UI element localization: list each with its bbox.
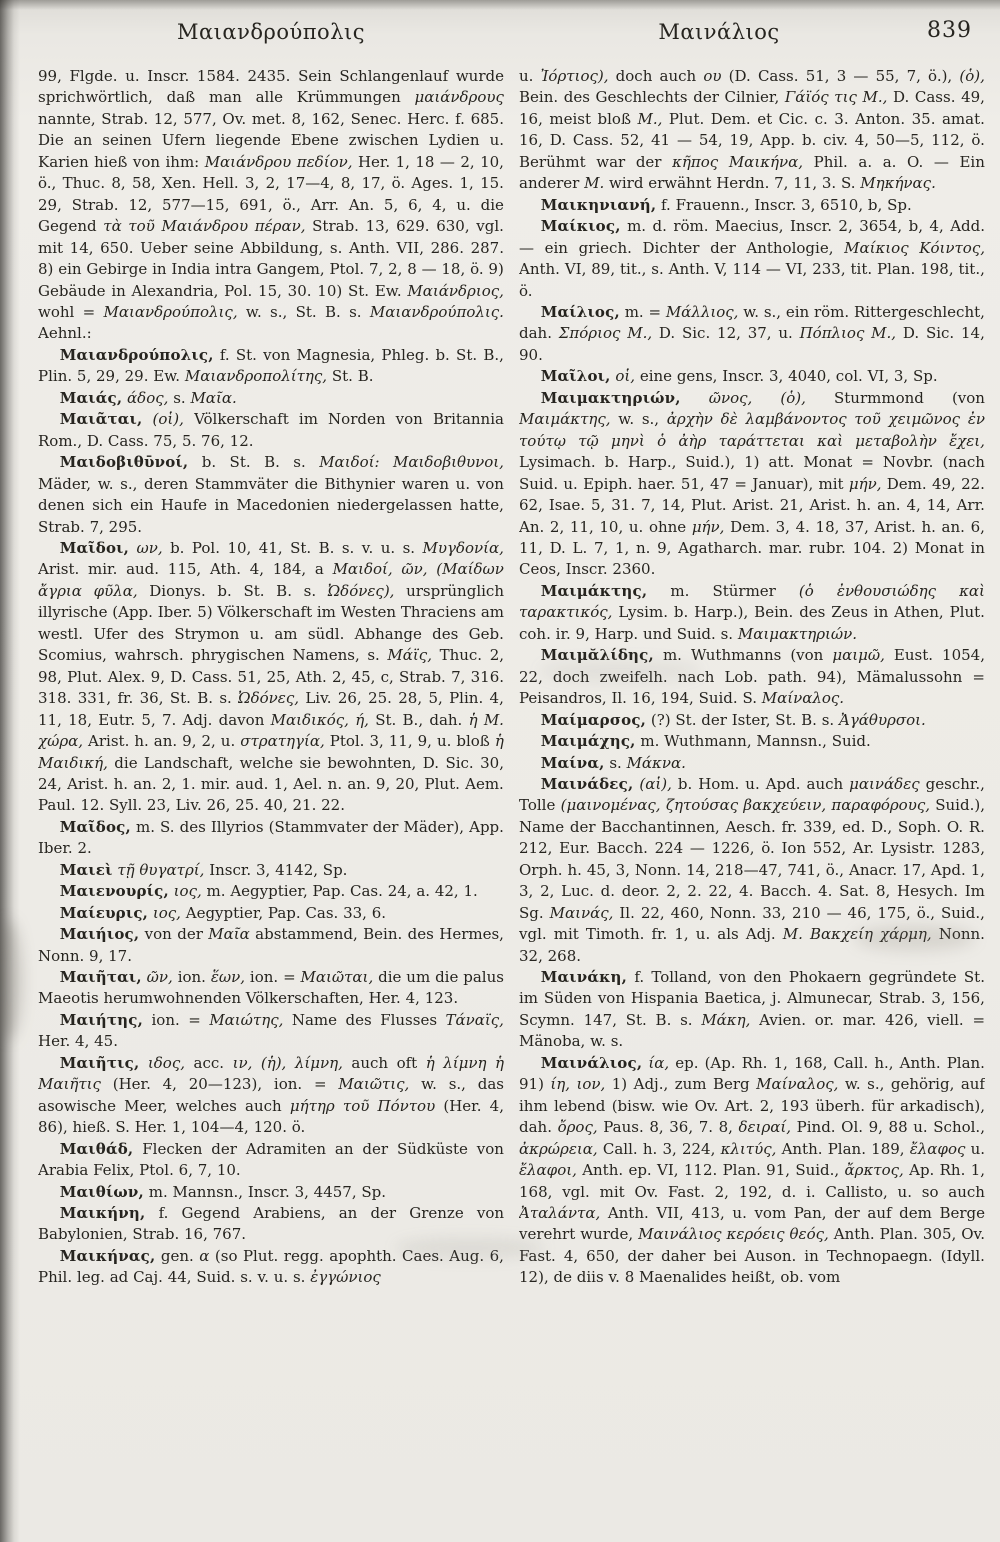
greek-word: πέραν, bbox=[254, 217, 306, 236]
entry-lemma: Μαῖδοι, bbox=[59, 538, 130, 557]
greek-word: Μαινάς, bbox=[549, 903, 614, 922]
greek-word: Τάναϊς, bbox=[445, 1010, 504, 1029]
lexicon-entry: Μαιεὶ τῇ θυγατρί, Inscr. 3, 4142, Sp. bbox=[59, 860, 348, 879]
greek-word: (μαινομένας, bbox=[560, 796, 661, 815]
lexicon-entry: Μαινάλιος, ία, ep. (Ap. Rh. 1, 168, Call. h., Anth. Plan. 91) ίη, ιον, 1) Adj., zum Berg Μαίναλος, w. s., gehörig, auf ihm lebend (bisw. wie Ov. Art. 2, 193 überh. für arkadisch), dah. ὄρος, Paus. 8, 36, 7. 8, δειραί, Pind. Ol. 9, 88 u. Schol., ἀκρώρεια, Call. h. 3, 224, κλιτύς, Anth. Plan. 189, ἔλαφος u. ἔλαφοι, Anth. ep. VI, 112. Plan. 91, Suid., ἄρκτος, Ap. Rh. 1, 168, vgl. mit Ov. Fast. 2, 192, d. i. Callisto, u. so auch Ἀταλάντα, Anth. VII, 413, u. vom Pan, der auf dem Berge verehrt wurde, Μαινάλιος κερόεις θεός, Anth. Plan. 305, Ov. Fast. 4, 650, der daher bei Auson. in Technopaegn. (Idyll. 12), de diis v. 8 Maenalides heißt, ob. vom bbox=[519, 1053, 985, 1287]
greek-word: δειραί, bbox=[738, 1118, 792, 1137]
greek-word: Ἰόρτιος), bbox=[540, 67, 609, 85]
greek-word: Μ., bbox=[627, 324, 653, 343]
greek-word: Μαιώτης, bbox=[209, 1010, 284, 1029]
greek-word: τούτῳ bbox=[519, 431, 566, 450]
greek-word: ῶν, bbox=[401, 560, 428, 579]
greek-word: Μάκη, bbox=[701, 1010, 751, 1029]
greek-word: ων, bbox=[136, 538, 163, 557]
greek-word: Μαιδοί: bbox=[319, 453, 380, 472]
greek-word: Μάλλιος, bbox=[665, 302, 739, 321]
greek-word: ἐν bbox=[967, 410, 985, 429]
greek-word: ιος, bbox=[152, 903, 181, 922]
entry-lemma: Μαικήνη, bbox=[59, 1204, 146, 1223]
greek-word: ἐγγώνιος bbox=[310, 1268, 381, 1287]
entry-lemma: Μαιᾶται, bbox=[59, 410, 143, 429]
greek-word: τις bbox=[834, 88, 857, 107]
greek-word: ἔλαφοι, bbox=[519, 1161, 577, 1180]
greek-word: Μαιμακτηριών. bbox=[737, 624, 858, 643]
entry-lemma: Μαινάλιος, bbox=[540, 1053, 643, 1072]
entry-lemma: Μαιήιος, bbox=[59, 925, 140, 944]
greek-word: (ὁ), bbox=[780, 388, 806, 407]
lexicon-entry: Μαινάδες, (αἱ), b. Hom. u. Apd. auch μαινάδες geschr., Tolle (μαινομένας, ζητούσας βακχεύειν, παραφόρους, Suid.), Name der Bacchantinnen, Aesch. fr. 339, ed. D., Soph. O. R. 212, Eur. Bacch. 224 — 1226, ö. Ion 552, Ar. Lysistr. 1283, Orph. h. 45, 3, Nonn. 14, 218—47, 741, ö., Anacr. 17, Apd. 1, 3, 2, Luc. d. deor. 2, 2. 22, 4. Bacch. 4. Sat. 8, Hesych. Im Sg. Μαινάς, Il. 22, 460, Nonn. 33, 210 — 46, 175, ö., Suid., vgl. mit Timoth. fr. 1, u. als Adj. Μ. Βακχείη χάρμη, Nonn. 32, 268. bbox=[519, 774, 985, 965]
lexicon-entry: Μαιήτης, ion. = Μαιώτης, Name des Flusses Τάναϊς, Her. 4, 45. bbox=[38, 1010, 504, 1051]
greek-word: Μαιδική, bbox=[38, 753, 108, 772]
lexicon-entry-continuation: 99, Flgde. u. Inscr. 1584. 2435. Sein Schlangenlauf wurde sprichwörtlich, daß man alle Krümmungen μαιάνδρους nannte, Strab. 12, 577, Ov. met. 8, 162, Senec. Herc. f. 685. Die an seinen Ufern liegende Ebene zwischen Lydien u. Karien hieß von ihm: Μαιάνδρου πεδίον, Her. 1, 18 — 2, 10, ö., Thuc. 8, 58, Xen. Hell. 3, 2, 17—4, 8, 17, ö. Ages. 1, 15. 29, Strab. 12, 577—15, 691, ö., Arr. An. 5, 6, 4, u. die Gegend τὰ τοῦ Μαιάνδρου πέραν, Strab. 13, 629. 630, vgl. mit 14, 650. Ueber seine Abbildung, s. Anth. VII, 286. 287. 8) ein Gebirge in India intra Gangem, Ptol. 7, 2, 8 — 18, ö. 9) Gebäude in Alexandria, Pol. 15, 30. 10) St. Ew. Μαιάνδριος, wohl = Μαιανδρούπολις, w. s., St. B. s. Μαιανδρούπολις. Aehnl.: bbox=[38, 67, 504, 343]
lexicon-entry: Μαίλιος, m. = Μάλλιος, w. s., ein röm. Rittergeschlecht, dah. Σπόριος Μ., D. Sic. 12, 37, u. Πόπλιος Μ., D. Sic. 14, 90. bbox=[519, 302, 985, 364]
greek-word: ἀκρώρεια, bbox=[519, 1139, 598, 1158]
entry-lemma: Μαίμαρσος, bbox=[540, 710, 647, 729]
lexicon-entry: Μαινάκη, f. Tolland, von den Phokaern gegründete St. im Süden von Hispania Baetica, j. Almunecar, Strab. 3, 156, Scymn. 147, St. B. s. Μάκη, Avien. or. mar. 426, viell. = Mänoba, w. s. bbox=[519, 968, 985, 1051]
greek-word: Ὠδόνες), bbox=[327, 581, 395, 600]
greek-word: οἱ, bbox=[615, 367, 636, 386]
greek-word: ἕων, bbox=[210, 968, 246, 987]
greek-word: Μαιδικός, bbox=[270, 710, 349, 729]
greek-word: ιδος, bbox=[147, 1053, 186, 1072]
entry-lemma: Μαίευρις, bbox=[59, 903, 149, 922]
lexicon-entry: Μαίνα, s. Μάκνα. bbox=[540, 753, 686, 772]
greek-word: ἀρχὴν bbox=[666, 410, 713, 429]
greek-word: ἡ bbox=[425, 1053, 435, 1072]
greek-word: Μαίναλος, bbox=[756, 1075, 839, 1094]
greek-word: λίμνη bbox=[443, 1053, 487, 1072]
greek-word: ία, bbox=[648, 1053, 670, 1072]
greek-word: μήν, bbox=[691, 517, 725, 536]
greek-word: Βακχείη bbox=[809, 925, 873, 944]
greek-word: (αἱ), bbox=[639, 774, 672, 793]
lexicon-entry: Μαιθάδ, Flecken der Adramiten an der Südküste von Arabia Felix, Ptol. 6, 7, 10. bbox=[38, 1139, 504, 1180]
column-right bbox=[519, 66, 985, 1526]
greek-word: χάρμη, bbox=[880, 925, 932, 944]
lexicon-entry: Μαιενουρίς, ιος, m. Aegyptier, Pap. Cas. 24, a. 42, 1. bbox=[59, 882, 478, 901]
greek-word: ζητούσας bbox=[665, 796, 739, 815]
greek-word: Μαῖα. bbox=[190, 388, 237, 407]
greek-word: ἡ bbox=[494, 732, 504, 751]
lexicon-entry: Μαίκιος, m. d. röm. Maecius, Inscr. 2, 3654, b, 4, Add. — ein griech. Dichter der Anthologie, Μαίκιος Κόιντος, Anth. VI, 89, tit., s. Anth. V, 114 — VI, 233, tit. Plan. 198, tit., ö. bbox=[519, 217, 985, 300]
greek-word: ή, bbox=[355, 710, 369, 729]
entry-lemma: Μαιῆται, bbox=[59, 968, 142, 987]
greek-word: Μ. bbox=[584, 174, 605, 193]
greek-word: καὶ bbox=[817, 431, 844, 450]
scan-gutter-shadow bbox=[0, 0, 20, 1542]
greek-word: Μαιανδροπολίτης, bbox=[184, 367, 328, 386]
greek-word: μαινάδες bbox=[849, 774, 920, 793]
entry-lemma: Μαινάκη, bbox=[540, 968, 628, 987]
entry-lemma: Μαικήνας, bbox=[59, 1246, 156, 1265]
greek-word: τοῦ bbox=[854, 410, 881, 429]
greek-word: (ὁ bbox=[798, 581, 814, 600]
lexicon-entry: Μαιμακτηριών, ῶνος, (ὁ), Sturmmond (von Μαιμάκτης, w. s., ἀρχὴν δὲ λαμβάνοντος τοῦ χειμῶνος ἐν τούτῳ τῷ μηνὶ ὁ ἀὴρ ταράττεται καὶ μεταβολὴν ἔχει, Lysimach. b. Harp., Suid.), 1) att. Monat = Novbr. (nach Suid. u. Epiph. haer. 51, 47 = Januar), mit μήν, Dem. 49, 22. 62, Isae. 5, 31. 7, 14, Plut. Arist. 21, Arist. h. an. 4, 14, Arr. An. 2, 11, 10, u. ohne μήν, Dem. 3, 4. 18, 37, Arist. h. an. 6, 11, D. L. 7, 1, n. 9, Agatharch. mar. rubr. 104. 2) Monat in Ceos, Inscr. 2360. bbox=[519, 388, 985, 579]
greek-word: μήν, bbox=[848, 474, 882, 493]
greek-word: φῦλα, bbox=[93, 581, 138, 600]
scan-top-shadow bbox=[0, 0, 1000, 10]
entry-lemma: Μαιμακτηριών, bbox=[540, 388, 681, 407]
entry-lemma: Μαιθάδ, bbox=[59, 1139, 134, 1158]
greek-word: (ὁ), bbox=[959, 67, 985, 85]
greek-word: ῶν, bbox=[146, 968, 173, 987]
lexicon-entry: Μαιμᾰλίδης, m. Wuthmanns (von μαιμῶ, Eust. 1054, 22, doch zweifelh. nach Lob. path. 94), Mämalussohn = Peisandros, Il. 16, 194, Suid. S. Μαίναλος. bbox=[519, 646, 985, 708]
greek-word: Μαιάνδριος, bbox=[407, 281, 504, 300]
greek-word: (ἡ), bbox=[260, 1053, 287, 1072]
greek-word: ῶνος, bbox=[708, 388, 753, 407]
greek-word: ἄγρια bbox=[38, 581, 82, 600]
greek-word: δὲ bbox=[720, 410, 738, 429]
entry-lemma: Μαίκιος, bbox=[540, 217, 621, 236]
lexicon-entry: Μαῖδοι, ων, b. Pol. 10, 41, St. B. s. v. u. s. Μυγδονία, Arist. mir. aud. 115, Ath. 4, 184, a Μαιδοί, ῶν, (Μαίδων ἄγρια φῦλα, Dionys. b. St. B. s. Ὠδόνες), ursprünglich illyrische (App. Iber. 5) Völkerschaft im Westen Thraciens am westl. Ufer des Strymon u. am südl. Abhange des Geb. Scomius, wahrsch. phrygischen Namens, s. Μάϊς, Thuc. 2, 98, Plut. Alex. 9, D. Cass. 51, 25, Ath. 2, 45, c, Strab. 7, 316. 318. 331, fr. 36, St. B. s. Ὠδόνες, Liv. 26, 25. 28, 5, Plin. 4, 11, 18, Eutr. 5, 7. Adj. davon Μαιδικός, ή, St. B., dah. ἡ Μ. χώρα, Arist. h. an. 9, 2, u. στρατηγία, Ptol. 3, 11, 9, u. bloß ἡ Μαιδική, die Landschaft, welche sie bewohnten, D. Sic. 30, 24, Arist. h. an. 2, 1. mir. aud. 1, Ael. n. an. 9, 20, Plut. Aem. Paul. 12. Syll. 23, Liv. 26, 25. 40, 21. 22. bbox=[38, 538, 504, 815]
greek-word: Μαινάλιος bbox=[638, 1225, 722, 1244]
lexicon-entry: Μαιμάχης, m. Wuthmann, Mannsn., Suid. bbox=[540, 732, 871, 751]
entry-lemma: Μαίνα, bbox=[540, 753, 605, 772]
greek-word: ἀὴρ bbox=[678, 431, 707, 450]
greek-word: θυγατρί, bbox=[139, 860, 205, 879]
running-title-left: Μαιανδρούπολις bbox=[176, 20, 365, 44]
greek-word: μαιμῶ, bbox=[832, 646, 885, 665]
entry-lemma: Μαιάς, bbox=[59, 388, 123, 407]
greek-word: άδος, bbox=[127, 388, 169, 407]
greek-word: Μαίκιος bbox=[844, 238, 909, 257]
greek-word: ιον, bbox=[576, 1075, 606, 1094]
lexicon-entry: Μαιᾶται, (οἱ), Völkerschaft im Norden von Britannia Rom., D. Cass. 75, 5. 76, 12. bbox=[38, 410, 504, 450]
greek-word: χώρα, bbox=[38, 732, 84, 751]
greek-word: ἐνθουσιώδης bbox=[836, 581, 937, 600]
greek-word: ου bbox=[703, 67, 722, 85]
greek-word: Μάϊς, bbox=[387, 646, 432, 665]
lexicon-entry-continuation: u. Ἰόρτιος), doch auch ου (D. Cass. 51, 3 — 55, 7, ö.), (ὁ), Bein. des Geschlechts der Cilnier, Γάϊός τις Μ., D. Cass. 49, 16, meist bloß Μ., Plut. Dem. et Cic. c. 3. Anton. 35. amat. 16, D. Cass. 52, 41 — 54, 19, App. b. civ. 4, 50—5, 112, ö. Berühmt war der κῆπος Μαικήνα, Phil. a. a. O. — Ein anderer Μ. wird erwähnt Herdn. 7, 11, 3. S. Μηκήνας. bbox=[519, 67, 985, 193]
greek-word: λαμβάνοντος bbox=[745, 410, 847, 429]
entry-lemma: Μαιῆτις, bbox=[59, 1053, 140, 1072]
lexicon-entry: Μαικήνη, f. Gegend Arabiens, an der Grenze von Babylonien, Strab. 16, 767. bbox=[38, 1204, 504, 1244]
entry-lemma: Μαῖλοι, bbox=[540, 367, 611, 386]
greek-word: Μαιῶτις, bbox=[338, 1075, 410, 1094]
greek-word: ὄρος, bbox=[557, 1118, 598, 1137]
greek-word: Πόντου bbox=[377, 1096, 436, 1115]
greek-word: Ἀγάθυρσοι. bbox=[838, 710, 926, 729]
greek-word: Σπόριος bbox=[558, 324, 621, 343]
greek-word: τῇ bbox=[117, 860, 135, 879]
greek-word: (Μαίδων bbox=[436, 560, 504, 579]
greek-word: ἄρκτος, bbox=[844, 1161, 904, 1180]
entry-lemma: Μαιενουρίς, bbox=[59, 882, 169, 901]
greek-word: Μαιάνδρου bbox=[161, 217, 249, 236]
greek-word: Μαῖα bbox=[208, 925, 250, 944]
lexicon-entry: Μαιμάκτης, m. Stürmer (ὁ ἐνθουσιώδης καὶ ταρακτικός, Lysim. b. Harp.), Bein. des Zeus in Athen, Plut. coh. ir. 9, Harp. und Suid. s. Μαιμακτηριών. bbox=[519, 581, 985, 643]
text-columns bbox=[38, 66, 985, 1526]
greek-word: Μαιάνδρου bbox=[204, 152, 292, 171]
greek-word: Μαιδοβιθυνοι, bbox=[393, 453, 504, 472]
greek-word: Μηκήνας. bbox=[860, 174, 936, 193]
greek-word: ιος, bbox=[173, 882, 202, 901]
entry-lemma: Μαιμάχης, bbox=[540, 732, 636, 751]
lexicon-entry: Μαῖλοι, οἱ, eine gens, Inscr. 3, 4040, col. VI, 3, Sp. bbox=[540, 367, 938, 386]
lexicon-entry: Μαιανδρούπολις, f. St. von Magnesia, Phleg. b. St. B., Plin. 5, 29, 29. Ew. Μαιανδροπολίτης, St. B. bbox=[38, 345, 504, 386]
greek-word: Μ., bbox=[871, 324, 897, 343]
greek-word: ταρακτικός, bbox=[519, 603, 613, 622]
entry-lemma: Μαῖδος, bbox=[59, 817, 131, 836]
greek-word: τοῦ bbox=[128, 217, 155, 236]
entry-lemma: Μαιμάκτης, bbox=[540, 581, 648, 600]
entry-lemma: Μαιμᾰλίδης, bbox=[540, 646, 654, 665]
entry-lemma: Μαινάδες, bbox=[540, 774, 634, 793]
greek-word: τῷ bbox=[578, 431, 599, 450]
lexicon-entry: Μαικήνας, gen. α (so Plut. regg. apophth. Caes. Aug. 6, Phil. leg. ad Caj. 44, Suid. s. v. u. s. ἐγγώνιος bbox=[38, 1246, 504, 1287]
greek-word: ίη, bbox=[550, 1075, 571, 1094]
lexicon-entry: Μαιῆται, ῶν, ion. ἕων, ion. = Μαιῶται, die um die palus Maeotis herumwohnenden Völkerschaften, Her. 4, 123. bbox=[38, 968, 504, 1008]
greek-word: Μ., bbox=[862, 88, 888, 107]
running-title-right: Μαινάλιος bbox=[658, 20, 780, 44]
lexicon-entry: Μαικηνιανή, f. Frauenn., Inscr. 3, 6510, b, Sp. bbox=[540, 195, 912, 214]
greek-word: Ἀταλάντα, bbox=[519, 1204, 601, 1223]
greek-word: Μαίναλος. bbox=[761, 689, 845, 708]
greek-word: Μάκνα. bbox=[626, 753, 686, 772]
entry-lemma: Μαιήτης, bbox=[59, 1010, 144, 1029]
greek-word: καὶ bbox=[959, 581, 985, 600]
greek-word: (οἱ), bbox=[152, 410, 184, 429]
scan-smudge bbox=[0, 920, 22, 1040]
greek-word: μαιάνδρους bbox=[414, 88, 504, 107]
greek-word: Μυγδονία, bbox=[422, 538, 504, 557]
greek-word: ἡ bbox=[494, 1053, 504, 1072]
greek-word: Μαιανδρούπολις. bbox=[369, 302, 504, 321]
entry-lemma: Μαικηνιανή, bbox=[540, 195, 657, 214]
page-number: 839 bbox=[927, 18, 972, 43]
greek-word: τοῦ bbox=[342, 1096, 370, 1115]
greek-word: Ὠδόνες, bbox=[238, 689, 299, 708]
greek-word: Μαιανδρούπολις, bbox=[103, 302, 238, 321]
greek-word: μήτηρ bbox=[289, 1096, 335, 1115]
greek-word: παραφόρους, bbox=[831, 796, 930, 815]
lexicon-entry: Μαιάς, άδος, s. Μαῖα. bbox=[59, 388, 237, 407]
page-header bbox=[0, 12, 1000, 56]
greek-word: Μ. bbox=[483, 710, 504, 729]
lexicon-entry: Μαιδοβιθῡνοί, b. St. B. s. Μαιδοί: Μαιδοβιθυνοι, Mäder, w. s., deren Stammväter die Bithynier waren u. von denen sich ein Haufe in Macedonien niedergelassen hatte, Strab. 7, 295. bbox=[38, 453, 504, 536]
lexicon-entry: Μαιθίων, m. Mannsn., Inscr. 3, 4457, Sp. bbox=[59, 1182, 387, 1201]
greek-word: Πόπλιος bbox=[799, 324, 865, 343]
greek-word: ἡ bbox=[468, 710, 478, 729]
entry-lemma: Μαίλιος, bbox=[540, 302, 620, 321]
greek-word: Μαιῶται, bbox=[300, 968, 374, 987]
greek-word: Μαιῆτις bbox=[38, 1075, 101, 1094]
greek-word: Μ. bbox=[782, 925, 803, 944]
greek-word: πεδίον, bbox=[296, 152, 353, 171]
greek-word: Γάϊός bbox=[784, 88, 829, 107]
entry-lemma: Μαιεὶ bbox=[59, 860, 113, 879]
greek-word: ιν, bbox=[232, 1053, 253, 1072]
greek-word: Μαιδοί, bbox=[332, 560, 393, 579]
lexicon-entry: Μαίμαρσος, (?) St. der Ister, St. B. s. Ἀγάθυρσοι. bbox=[540, 710, 926, 729]
lexicon-entry: Μαιήιος, von der Μαῖα abstammend, Bein. des Hermes, Nonn. 9, 17. bbox=[38, 925, 504, 965]
entry-lemma: Μαιδοβιθῡνοί, bbox=[59, 453, 189, 472]
lexicon-entry: Μαιῆτις, ιδος, acc. ιν, (ἡ), λίμνη, auch oft ἡ λίμνη ἡ Μαιῆτις (Her. 4, 20—123), ion. = Μαιῶτις, w. s., das asowische Meer, welches auch μήτηρ τοῦ Πόντου (Her. 4, 86), hieß. S. Her. 1, 104—4, 120. ö. bbox=[38, 1053, 504, 1137]
greek-word: Μαιμάκτης, bbox=[519, 410, 611, 429]
entry-lemma: Μαιθίων, bbox=[59, 1182, 144, 1201]
greek-word: Μαικήνα, bbox=[728, 152, 804, 171]
greek-word: στρατηγία, bbox=[240, 732, 325, 751]
greek-word: λίμνη, bbox=[294, 1053, 343, 1072]
greek-word: βακχεύειν, bbox=[743, 796, 827, 815]
greek-word: κῆπος bbox=[672, 152, 719, 171]
lexicon-entry: Μαῖδος, m. S. des Illyrios (Stammvater der Mäder), App. Iber. 2. bbox=[38, 817, 504, 858]
greek-word: ὁ bbox=[657, 431, 667, 450]
lexicon-entry: Μαίευρις, ιος, Aegyptier, Pap. Cas. 33, 6. bbox=[59, 903, 387, 922]
greek-word: ταράττεται bbox=[718, 431, 805, 450]
greek-word: κερόεις bbox=[726, 1225, 785, 1244]
entry-lemma: Μαιανδρούπολις, bbox=[59, 345, 214, 364]
greek-word: Κόιντος, bbox=[919, 238, 985, 257]
greek-word: κλιτύς, bbox=[720, 1139, 777, 1158]
greek-word: τὰ bbox=[103, 217, 122, 236]
greek-word: μηνὶ bbox=[611, 431, 645, 450]
greek-word: ἔχει, bbox=[949, 431, 985, 450]
greek-word: μεταβολὴν bbox=[855, 431, 937, 450]
greek-word: χειμῶνος bbox=[888, 410, 961, 429]
greek-word: ἔλαφος bbox=[909, 1139, 966, 1158]
column-left bbox=[38, 66, 504, 1526]
greek-word: θεός, bbox=[789, 1225, 829, 1244]
greek-word: Μ., bbox=[637, 109, 663, 128]
greek-word: α bbox=[199, 1246, 210, 1265]
